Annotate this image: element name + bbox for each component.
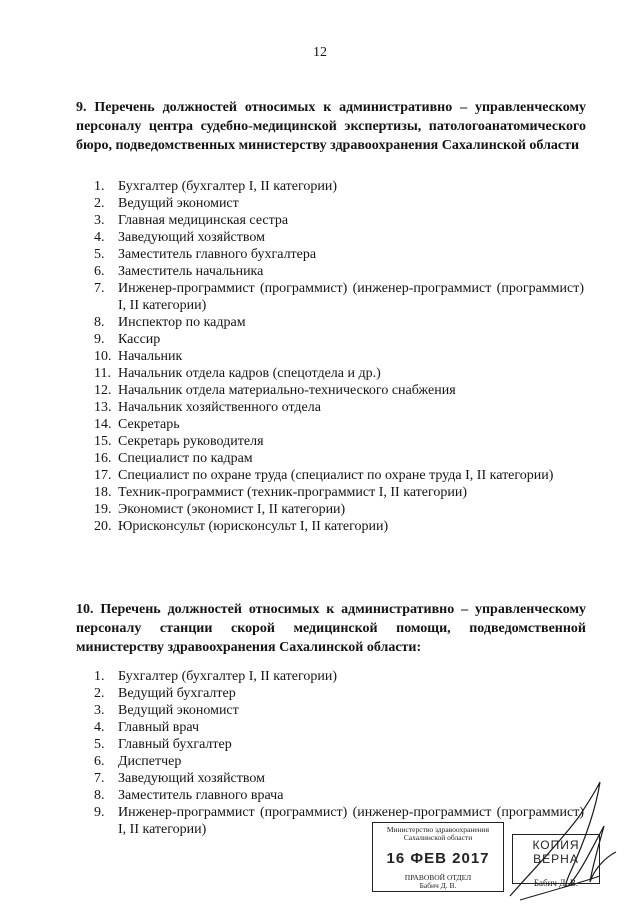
list-item bbox=[94, 467, 584, 484]
list-item-number: 20. bbox=[94, 519, 112, 534]
copy-stamp-title: КОПИЯ ВЕРНА bbox=[532, 838, 580, 866]
list-item-text: Экономист (экономист I, II категории) bbox=[118, 502, 346, 517]
list-item-text: Специалист по кадрам bbox=[118, 451, 253, 466]
list-item bbox=[94, 314, 584, 331]
list-item bbox=[94, 382, 584, 399]
list-item-text: Юрисконсульт (юрисконсульт I, II категории) bbox=[118, 519, 389, 534]
list-item-number: 18. bbox=[94, 485, 112, 500]
list-item-number: 11. bbox=[94, 366, 111, 381]
list-item-number: 15. bbox=[94, 434, 112, 449]
list-item-text: Бухгалтер (бухгалтер I, II категории) bbox=[118, 669, 338, 684]
list-item-number: 1. bbox=[94, 669, 105, 684]
list-item-number: 9. bbox=[94, 332, 105, 347]
signature-icon bbox=[500, 778, 640, 905]
list-item bbox=[94, 450, 584, 467]
list-item bbox=[94, 719, 584, 736]
list-item-text: Главный бухгалтер bbox=[118, 737, 232, 752]
list-item-number: 3. bbox=[94, 213, 105, 228]
list-item-text: Секретарь bbox=[118, 417, 180, 432]
stamp-dept: ПРАВОВОЙ ОТДЕЛ bbox=[404, 873, 472, 882]
list-item bbox=[94, 484, 584, 501]
list-item bbox=[94, 331, 584, 348]
list-item bbox=[94, 685, 584, 702]
list-item-number: 16. bbox=[94, 451, 112, 466]
list-item bbox=[94, 195, 584, 212]
list-item-number: 4. bbox=[94, 230, 105, 245]
list-item-number: 14. bbox=[94, 417, 112, 432]
list-item-text: Начальник отдела кадров (спецотдела и др.) bbox=[118, 366, 381, 381]
list-item-number: 5. bbox=[94, 737, 105, 752]
list-item bbox=[94, 246, 584, 263]
list-item-text: Заведующий хозяйством bbox=[118, 771, 265, 786]
page-number: 12 bbox=[313, 45, 327, 60]
list-item-number: 3. bbox=[94, 703, 105, 718]
list-item-text: Начальник bbox=[118, 349, 183, 364]
list-item bbox=[94, 365, 584, 382]
list-item bbox=[94, 178, 584, 195]
list-item bbox=[94, 736, 584, 753]
section-9-heading: 9. Перечень должностей относимых к административно – управленческому персоналу центра судебно-медицинской экспертизы, патологоанатомического бюро, подведомственных министерству здравоохранения Сахалинской области bbox=[76, 100, 586, 153]
list-item-text: Инспектор по кадрам bbox=[118, 315, 246, 330]
list-item-text: Бухгалтер (бухгалтер I, II категории) bbox=[118, 179, 338, 194]
list-item-number: 4. bbox=[94, 720, 105, 735]
list-item-text: Специалист по охране труда (специалист по охране труда I, II категории) bbox=[118, 468, 554, 483]
list-item-text: Заместитель главного врача bbox=[118, 788, 284, 803]
list-item bbox=[94, 399, 584, 416]
section-9-list bbox=[94, 178, 584, 535]
registration-stamp bbox=[372, 822, 504, 892]
list-item-text: Техник-программист (техник-программист I, II категории) bbox=[118, 485, 468, 500]
list-item-text: Заместитель начальника bbox=[118, 264, 264, 279]
list-item-text: Ведущий бухгалтер bbox=[118, 686, 236, 701]
list-item-number: 19. bbox=[94, 502, 112, 517]
list-item-number: 2. bbox=[94, 196, 105, 211]
list-item-text: Главный врач bbox=[118, 720, 200, 735]
list-item bbox=[94, 348, 584, 365]
list-item-text: Кассир bbox=[118, 332, 161, 347]
list-item-text: Ведущий экономист bbox=[118, 196, 239, 211]
stamp-person: Бабич Д. В. bbox=[419, 881, 457, 890]
list-item bbox=[94, 753, 584, 770]
list-item-text: Начальник отдела материально-технического снабжения bbox=[118, 383, 456, 398]
list-item-number: 7. bbox=[94, 281, 105, 296]
list-item-number: 8. bbox=[94, 315, 105, 330]
list-item-number: 1. bbox=[94, 179, 105, 194]
list-item bbox=[94, 263, 584, 280]
list-item bbox=[94, 501, 584, 518]
list-item-number: 9. bbox=[94, 805, 105, 820]
list-item-text: Секретарь руководителя bbox=[118, 434, 264, 449]
list-item-text: Инженер-программист (программист) (инженер-программист (программист) I, II категории) bbox=[118, 805, 584, 837]
list-item bbox=[94, 702, 584, 719]
list-item-text: Ведущий экономист bbox=[118, 703, 239, 718]
list-item-number: 6. bbox=[94, 754, 105, 769]
list-item-text: Главная медицинская сестра bbox=[118, 213, 289, 228]
list-item-text: Инженер-программист (программист) (инженер-программист (программист) I, II категории) bbox=[118, 281, 584, 313]
list-item-text: Заместитель главного бухгалтера bbox=[118, 247, 317, 262]
list-item-number: 7. bbox=[94, 771, 105, 786]
list-item bbox=[94, 668, 584, 685]
stamp-date: 16 ФЕВ 2017 bbox=[386, 850, 490, 867]
list-item-number: 5. bbox=[94, 247, 105, 262]
list-item-number: 12. bbox=[94, 383, 112, 398]
stamp-org: Министерство здравоохранения Сахалинской области bbox=[386, 825, 490, 842]
list-item-number: 17. bbox=[94, 468, 112, 483]
list-item-number: 2. bbox=[94, 686, 105, 701]
list-item-number: 8. bbox=[94, 788, 105, 803]
list-item-number: 13. bbox=[94, 400, 112, 415]
list-item bbox=[94, 212, 584, 229]
list-item-text: Начальник хозяйственного отдела bbox=[118, 400, 321, 415]
list-item-number: 10. bbox=[94, 349, 112, 364]
list-item bbox=[94, 280, 584, 314]
list-item bbox=[94, 229, 584, 246]
section-10-heading: 10. Перечень должностей относимых к административно – управленческому персоналу станции скорой медицинской помощи, подведомственной министерству здравоохранения Сахалинской области: bbox=[76, 602, 586, 655]
list-item bbox=[94, 433, 584, 450]
list-item-text: Заведующий хозяйством bbox=[118, 230, 265, 245]
list-item-text: Диспетчер bbox=[118, 754, 182, 769]
list-item bbox=[94, 416, 584, 433]
list-item bbox=[94, 518, 584, 535]
copy-stamp-name: Бабич Д. В. bbox=[533, 878, 579, 888]
list-item-number: 6. bbox=[94, 264, 105, 279]
